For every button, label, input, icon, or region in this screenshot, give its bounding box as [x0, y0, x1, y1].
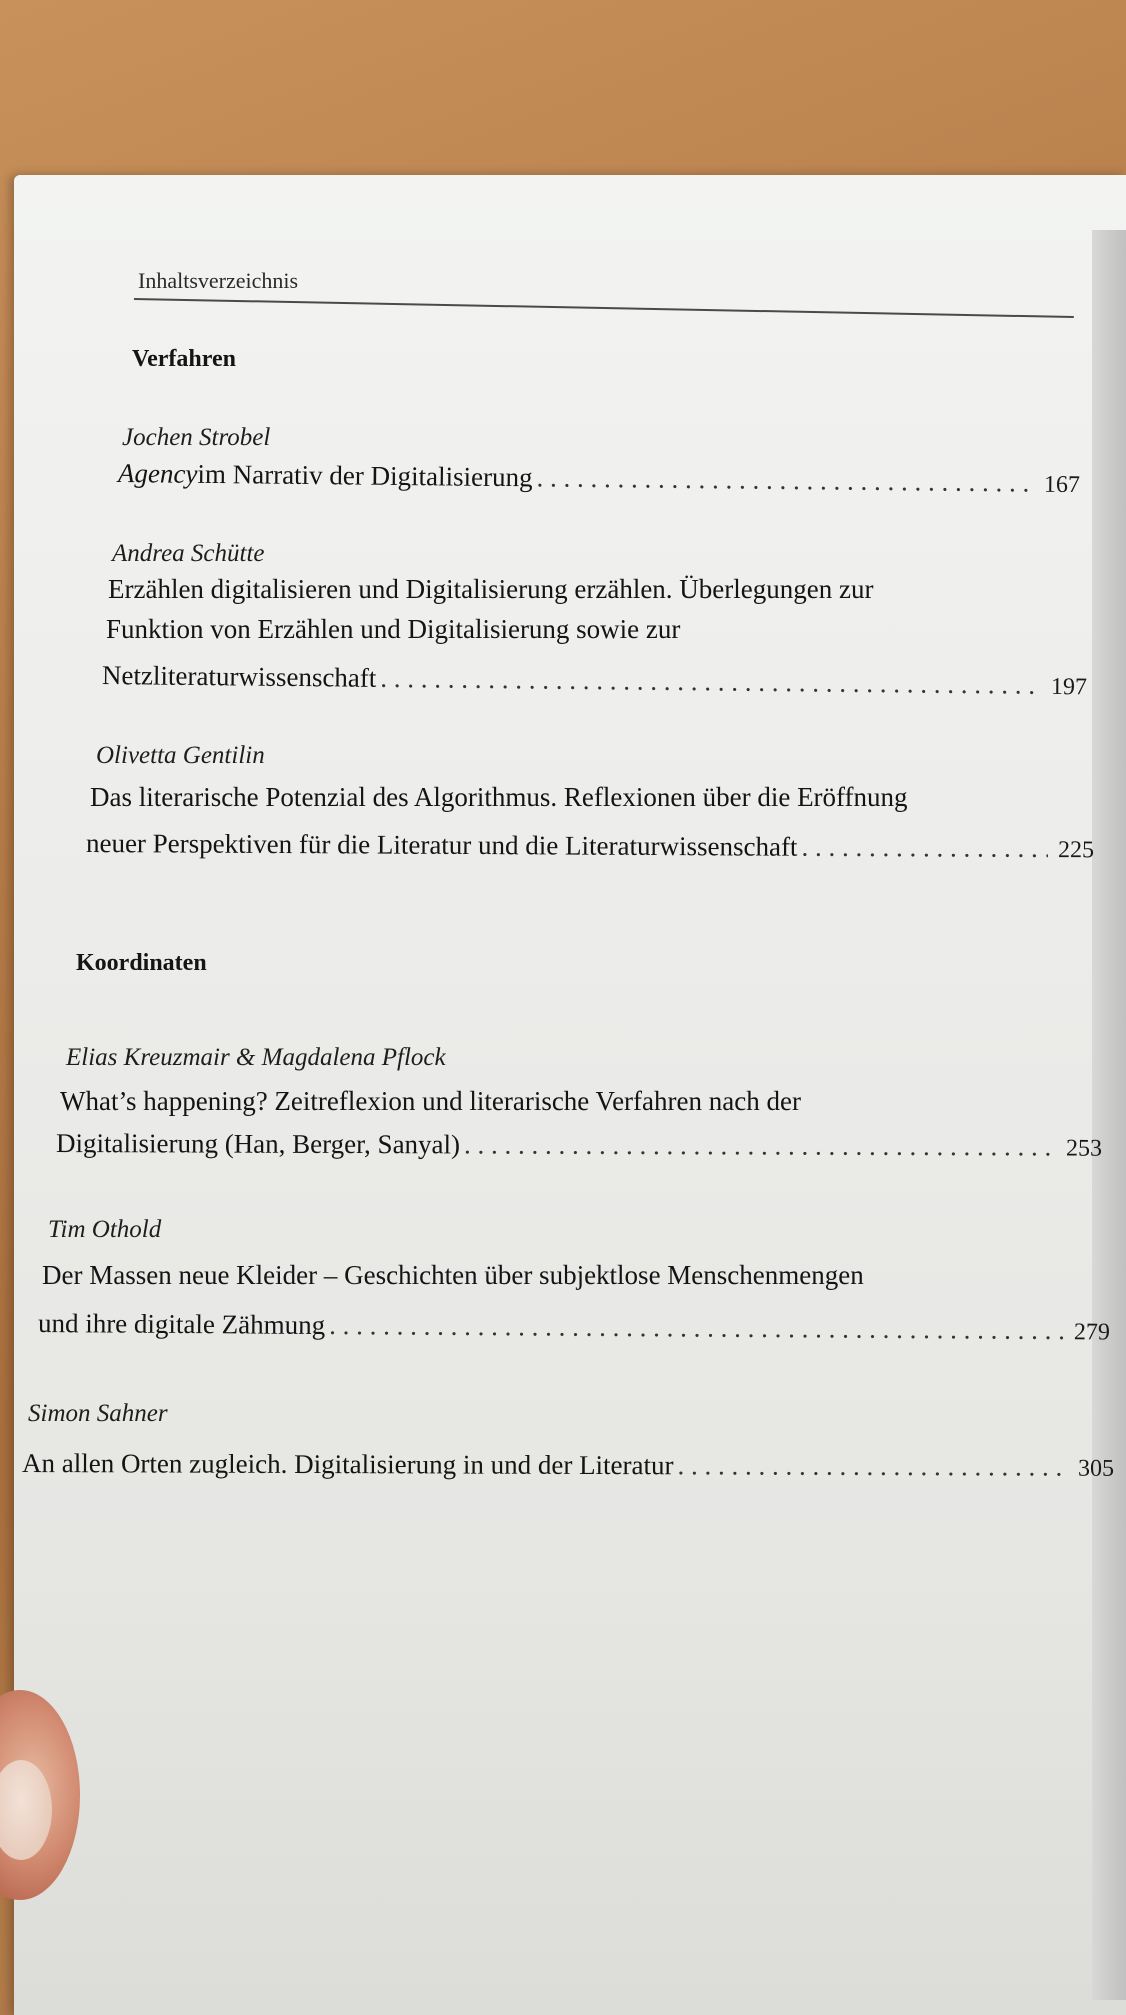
page-number: 167: [1043, 471, 1081, 499]
page-number: 305: [1077, 1455, 1115, 1482]
entry-title-line: What’s happening? Zeitreflexion und literarische Verfahren nach der: [60, 1086, 801, 1116]
toc-entry-last-line[interactable]: [22, 1448, 1114, 1483]
leader-dots: [464, 1129, 1056, 1162]
running-head: Inhaltsverzeichnis: [138, 268, 299, 293]
entry-title: im Narrativ der Digitalisierung: [197, 458, 533, 493]
entry-title: An allen Orten zugleich. Digitalisierung in und der Literatur: [21, 1448, 674, 1481]
entry-title-emphasis: Agency: [117, 458, 198, 489]
entry-author: Simon Sahner: [28, 1400, 168, 1427]
page-number: 225: [1057, 837, 1095, 864]
page-number: 197: [1050, 673, 1088, 701]
entry-author: Andrea Schütte: [112, 540, 265, 567]
entry-author: Olivetta Gentilin: [96, 742, 265, 769]
entry-title: und ihre digitale Zähmung: [37, 1308, 326, 1341]
toc-entry-last-line[interactable]: [86, 828, 1094, 864]
entry-title-line: Das literarische Potenzial des Algorithmus. Reflexionen über die Eröffnung: [90, 782, 908, 812]
entry-title-line: Der Massen neue Kleider – Geschichten über subjektlose Menschenmengen: [42, 1260, 864, 1290]
entry-author: Elias Kreuzmair & Magdalena Pflock: [66, 1044, 446, 1071]
entry-author: Tim Othold: [48, 1216, 162, 1243]
leader-dots: [677, 1450, 1068, 1482]
toc-entry-last-line[interactable]: [56, 1128, 1102, 1163]
leader-dots: [801, 832, 1048, 864]
section-heading: Verfahren: [132, 346, 236, 372]
entry-title-line: Erzählen digitalisieren und Digitalisierung erzählen. Überlegungen zur: [108, 574, 874, 604]
page-number: 279: [1073, 1319, 1111, 1346]
leader-dots: [329, 1310, 1064, 1346]
entry-title: Digitalisierung (Han, Berger, Sanyal): [55, 1128, 461, 1160]
entry-title-line: Funktion von Erzählen und Digitalisierung sowie zur: [106, 614, 681, 644]
entry-title: neuer Perspektiven für die Literatur und die Literaturwissenschaft: [85, 828, 798, 862]
entry-title: Netzliteraturwissenschaft: [101, 660, 377, 693]
page-edge: [1092, 230, 1126, 2000]
section-heading: Koordinaten: [76, 950, 207, 976]
page-number: 253: [1065, 1135, 1103, 1162]
leader-dots: [536, 462, 1034, 498]
entry-author: Jochen Strobel: [122, 424, 271, 451]
